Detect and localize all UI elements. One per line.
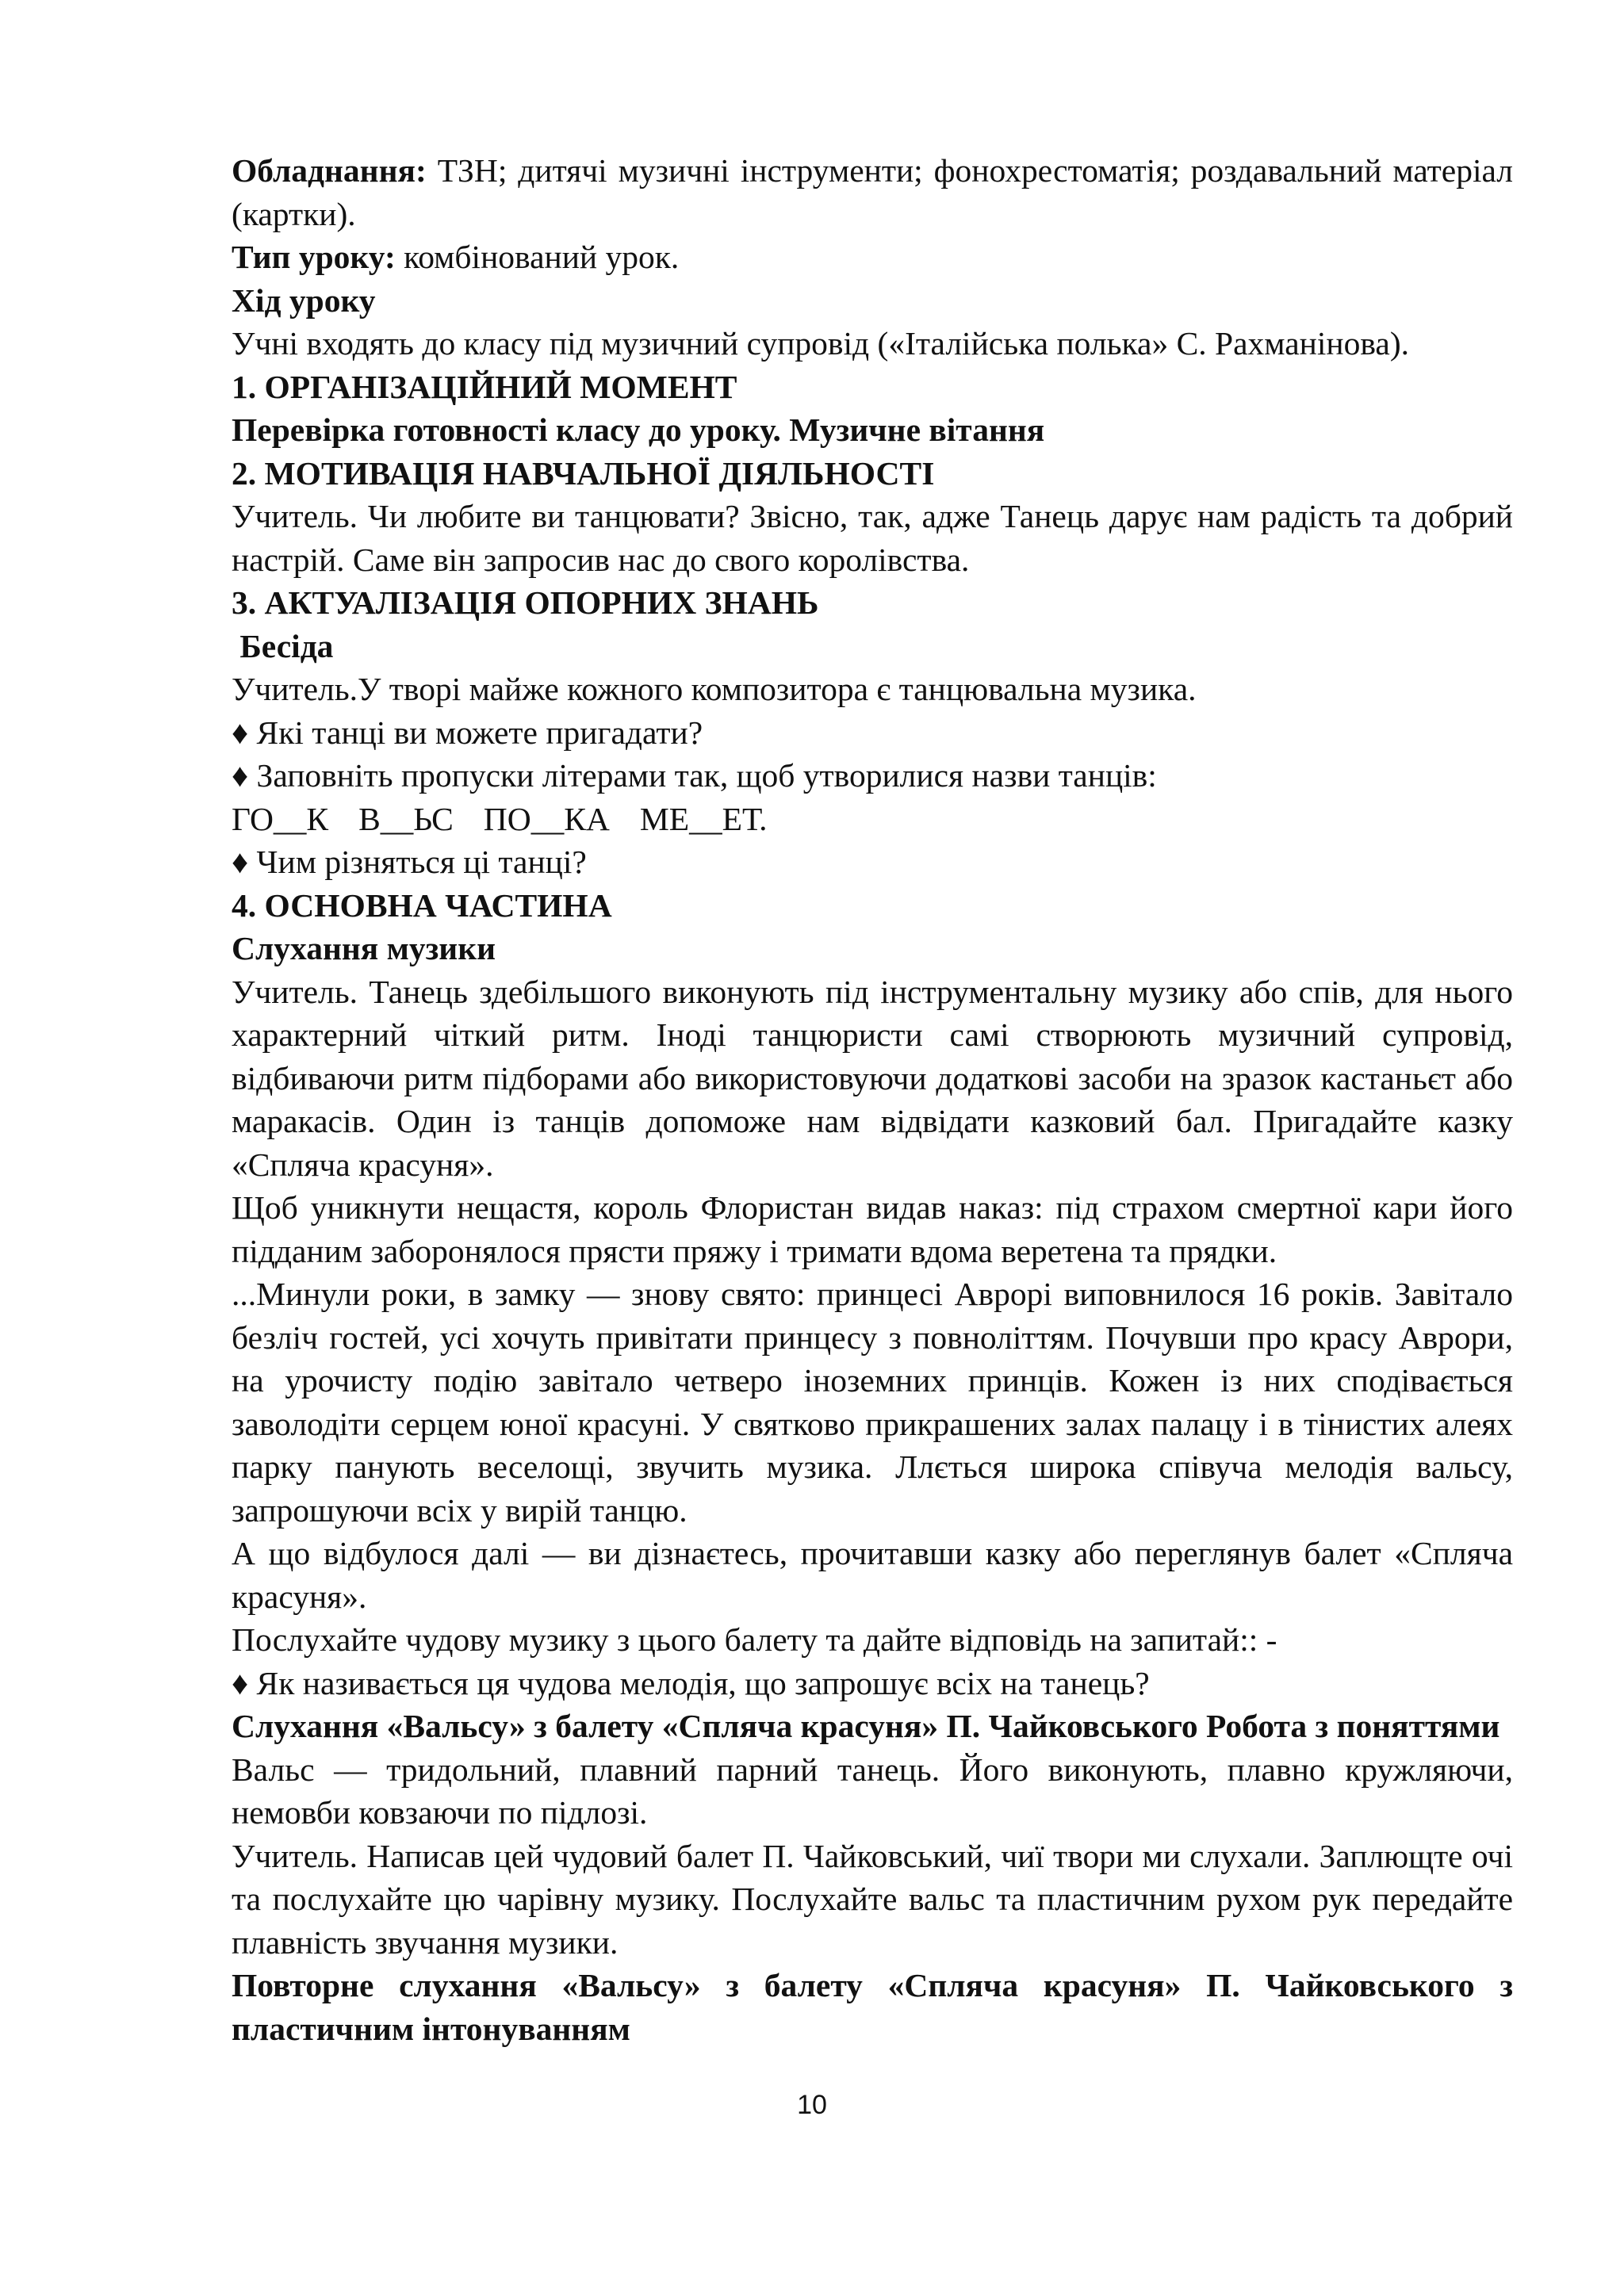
paragraph-line: Учитель. Танець здебільшого виконують під інструментальну музику або спів, для нього bbox=[232, 973, 1513, 1010]
section-1-title: 1. ОРГАНІЗАЦІЙНИЙ МОМЕНТ bbox=[232, 368, 737, 405]
paragraph-line: Послухайте чудову музику з цього балету та дайте відповідь на запитай:: - bbox=[232, 1621, 1277, 1658]
question-item: ♦ Які танці ви можете пригадати? bbox=[232, 714, 703, 751]
section-4-title: 4. ОСНОВНА ЧАСТИНА bbox=[232, 886, 612, 924]
section-4-subtitle: Слухання музики bbox=[232, 930, 496, 966]
paragraph-line: заволодіти серцем юної красуні. У святково прикрашених залах палацу і в тінистих алеях bbox=[232, 1405, 1513, 1442]
paragraph-line: А що відбулося далі — ви дізнаєтесь, прочитавши казку або переглянув балет «Спляча bbox=[232, 1535, 1513, 1571]
paragraph-line: безліч гостей, усі хочуть привітати принцесу з повноліттям. Почувши про красу Аврори, bbox=[232, 1318, 1513, 1356]
section-3-title: 3. АКТУАЛІЗАЦІЯ ОПОРНИХ ЗНАНЬ bbox=[232, 584, 819, 621]
section-2-title: 2. МОТИВАЦІЯ НАВЧАЛЬНОЇ ДІЯЛЬНОСТІ bbox=[232, 454, 935, 492]
lesson-type-value: комбінований урок. bbox=[404, 239, 680, 275]
paragraph-line: запрошуючи всіх у вирій танцю. bbox=[232, 1491, 688, 1529]
equipment-line bbox=[232, 149, 1513, 193]
paragraph-line: Щоб уникнути нещастя, король Флористан видав наказ: під страхом смертної кари його bbox=[232, 1189, 1513, 1226]
paragraph-line: Вальс — тридольний, плавний парний танець. Його виконують, плавно кружляючи, bbox=[232, 1751, 1513, 1788]
equipment-line-2: (картки). bbox=[232, 195, 356, 232]
paragraph-line: парку панують веселощі, звучить музика. Ллється широка співуча мелодія вальсу, bbox=[232, 1448, 1513, 1485]
section-1-subtitle: Перевірка готовності класу до уроку. Музичне вітання bbox=[232, 411, 1045, 448]
section-3-teacher: Учитель.У творі майже кожного композитора є танцювальна музика. bbox=[232, 671, 1197, 707]
question-item: ♦ Як називається ця чудова мелодія, що запрошує всіх на танець? bbox=[232, 1664, 1150, 1701]
section-3-subtitle: Бесіда bbox=[232, 627, 334, 664]
blank-word: ГО__К bbox=[232, 800, 329, 837]
paragraph-line: немовби ковзаючи по підлозі. bbox=[232, 1794, 648, 1831]
paragraph-line: відбиваючи ритм підборами або використовуючи додаткові засоби на зразок кастаньєт або bbox=[232, 1059, 1513, 1096]
lesson-course-heading: Хід уроку bbox=[232, 281, 376, 319]
page-number: 10 bbox=[797, 2090, 827, 2120]
listening-heading: Слухання «Вальсу» з балету «Спляча красуня» П. Чайковського Робота з поняттями bbox=[232, 1708, 1500, 1744]
intro-text: Учні входять до класу під музичний супровід («Італійська полька» С. Рахманінова). bbox=[232, 325, 1410, 362]
blank-word: МЕ__ЕТ. bbox=[639, 800, 768, 837]
repeat-heading-line: пластичним інтонуванням bbox=[232, 2010, 630, 2047]
paragraph-line: ...Минули роки, в замку — знову свято: принцесі Аврорі виповнилося 16 років. Завітало bbox=[232, 1276, 1513, 1312]
paragraph-line: та послухайте цю чарівну музику. Послухайте вальс та пластичним рухом рук передайте bbox=[232, 1881, 1513, 1917]
paragraph-line: Учитель. Написав цей чудовий балет П. Чайковський, чиї твори ми слухали. Заплющте очі bbox=[232, 1837, 1513, 1874]
document-page bbox=[232, 149, 1513, 2050]
lesson-type-label: Тип уроку: bbox=[232, 239, 396, 275]
paragraph-line: «Спляча красуня». bbox=[232, 1146, 494, 1183]
equipment-label: Обладнання: bbox=[232, 152, 427, 189]
blank-word: В__ЬС bbox=[358, 800, 454, 837]
paragraph-line: плавність звучання музики. bbox=[232, 1923, 619, 1961]
paragraph-line: на урочисту подію завітало четверо іноземних принців. Кожен із них сподівається bbox=[232, 1362, 1513, 1399]
paragraph-line: красуня». bbox=[232, 1578, 367, 1615]
paragraph-line: підданим заборонялося прясти пряжу і тримати вдома веретена та прядки. bbox=[232, 1232, 1277, 1269]
paragraph-line: маракасів. Один із танців допоможе нам відвідати казковий бал. Пригадайте казку bbox=[232, 1103, 1513, 1139]
dance-blanks bbox=[232, 798, 1513, 841]
blank-word: ПО__КА bbox=[483, 800, 610, 837]
question-item: ♦ Заповніть пропуски літерами так, щоб утворилися назви танців: bbox=[232, 757, 1157, 794]
section-2-line: Учитель. Чи любите ви танцювати? Звісно, так, адже Танець дарує нам радість та добрий bbox=[232, 498, 1513, 534]
section-2-line: настрій. Саме він запросив нас до свого королівства. bbox=[232, 541, 970, 578]
lesson-type bbox=[232, 235, 1513, 279]
paragraph-line: характерний чіткий ритм. Іноді танцюристи самі створюють музичний супровід, bbox=[232, 1016, 1513, 1053]
repeat-heading-line: Повторне слухання «Вальсу» з балету «Спляча красуня» П. Чайковського з bbox=[232, 1967, 1513, 2003]
question-item: ♦ Чим різняться ці танці? bbox=[232, 844, 587, 880]
equipment-text: ТЗН; дитячі музичні інструменти; фонохрестоматія; роздавальний матеріал bbox=[437, 152, 1513, 189]
